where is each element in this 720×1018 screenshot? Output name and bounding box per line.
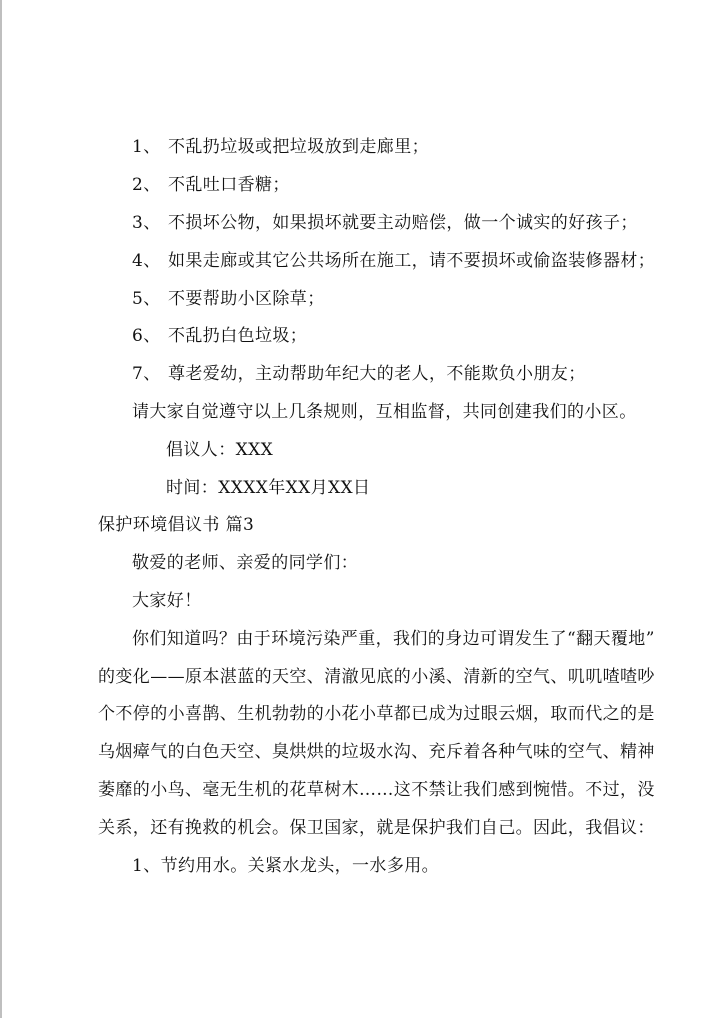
- list-item-text: 尊老爱幼，主动帮助年纪大的老人，不能欺负小朋友；: [168, 364, 586, 384]
- paragraph-line: 的变化——原本湛蓝的天空、清澈见底的小溪、清新的空气、叽叽喳喳吵: [98, 667, 655, 687]
- list-item-number: 5、: [132, 289, 161, 309]
- list-item-number: 6、: [132, 326, 161, 346]
- hello-line: 大家好！: [132, 591, 202, 611]
- list-item-number: 4、: [132, 251, 161, 271]
- paragraph-line: 乌烟瘴气的白色天空、臭烘烘的垃圾水沟、充斥着各种气味的空气、精神: [98, 742, 655, 762]
- list-item-text: 不乱吐口香糖；: [168, 175, 290, 195]
- list-item-number: 3、: [132, 213, 161, 233]
- paragraph-line: 个不停的小喜鹊、生机勃勃的小花小草都已成为过眼云烟，取而代之的是: [98, 704, 655, 724]
- signer-line: 倡议人：XXX: [166, 440, 274, 460]
- page-left-border: [0, 0, 2, 1018]
- closing-text: 请大家自觉遵守以上几条规则，互相监督，共同创建我们的小区。: [132, 402, 637, 422]
- list-item-text: 不乱扔垃圾或把垃圾放到走廊里；: [168, 137, 429, 157]
- list-item-4: [132, 250, 655, 272]
- list-item-text: 如果走廊或其它公共场所在施工，请不要损坏或偷盗装修器材；: [168, 251, 656, 271]
- proposal-item-1: 1、节约用水。关紧水龙头，一水多用。: [132, 856, 440, 876]
- list-item-7: [132, 363, 586, 385]
- paragraph-line: 关系，还有挽救的机会。保卫国家，就是保护我们自己。因此，我倡议：: [98, 818, 655, 838]
- list-item-5: [132, 288, 325, 310]
- greeting: 敬爱的老师、亲爱的同学们：: [132, 553, 359, 573]
- list-item-text: 不乱扔白色垃圾；: [168, 326, 308, 346]
- list-item-3: [132, 212, 638, 234]
- list-item-2: [132, 174, 290, 196]
- list-item-number: 7、: [132, 364, 161, 384]
- list-item-text: 不损坏公物，如果损坏就要主动赔偿，做一个诚实的好孩子；: [168, 213, 638, 233]
- list-item-text: 不要帮助小区除草；: [168, 289, 325, 309]
- date-line: 时间：XXXX年XX月XX日: [166, 478, 371, 498]
- list-item-1: [132, 136, 429, 158]
- section-title: 保护环境倡议书 篇3: [98, 515, 255, 535]
- list-item-number: 2、: [132, 175, 161, 195]
- paragraph-line: 你们知道吗？由于环境污染严重，我们的身边可谓发生了“翻天覆地”: [132, 629, 655, 649]
- list-item-number: 1、: [132, 137, 161, 157]
- paragraph-line: 萎靡的小鸟、毫无生机的花草树木……这不禁让我们感到惋惜。不过，没: [98, 780, 655, 800]
- list-item-6: [132, 325, 307, 347]
